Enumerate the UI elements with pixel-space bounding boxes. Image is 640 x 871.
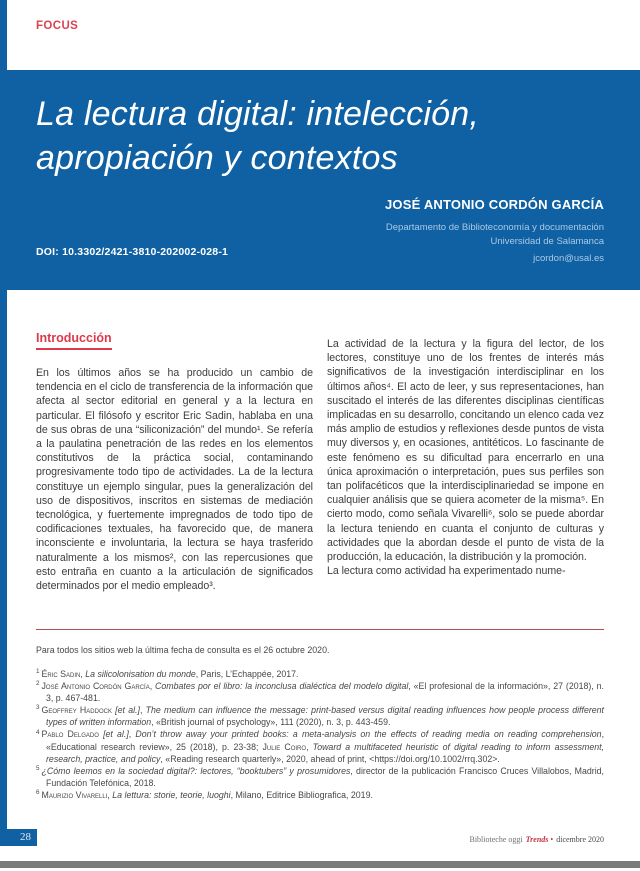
journal-accent: Trends [525, 835, 549, 844]
author-block [385, 197, 604, 266]
footnote-text-segment: , [139, 705, 146, 716]
body-paragraph: La lectura como actividad ha experimentado nume- [327, 565, 566, 578]
footnote-text-segment: Combates por el libro: la inconclusa dialéctica del modelo digital [155, 681, 409, 692]
footnote-text-segment: Éric Sadin [41, 669, 81, 679]
footnote-divider [36, 629, 604, 630]
footnote-text-segment: Don’t throw away your printed books: a meta-analysis on the effects of reading media on reading comprehension [135, 729, 602, 740]
footnote-text-segment: , «Reading research quarterly», 2020, ahead of print, <https://doi.org/10.1002/rrq.302>. [160, 753, 500, 764]
footnote-text-segment: [et al.] [111, 705, 140, 716]
footnote-text-segment: Julie Coiro [262, 741, 307, 752]
footnote-item [36, 789, 604, 801]
doi-label: DOI: 10.3302/2421-3810-202002-028-1 [36, 246, 229, 258]
footnote-number: 3 [36, 704, 40, 712]
article-title-line1: La lectura digital: intelección, [36, 95, 479, 133]
journal-footer [469, 835, 604, 844]
journal-name: Biblioteche oggi [469, 835, 523, 844]
footnote-item [36, 728, 604, 764]
footnote-text-segment: , [80, 669, 86, 679]
footnote-number: 2 [36, 680, 40, 688]
footnote-text-segment: Toward a multifaceted heuristic of digital reading to inform assessment, research, practice, and policy [46, 741, 604, 764]
footnote-list [36, 668, 604, 801]
page-number-badge: 28 [0, 829, 37, 846]
footnote-number: 6 [36, 789, 40, 797]
title-band [0, 70, 640, 290]
footnote-text-segment: , [128, 729, 136, 740]
footer-issue: dicembre 2020 [556, 835, 604, 844]
footnote-text-segment: La lettura: storie, teorie, luoghi [112, 789, 231, 800]
footer-separator: • [550, 835, 554, 844]
footnote-item [36, 704, 604, 728]
footnote-number: 1 [36, 668, 40, 676]
footnote-text-segment: Geoffrey Haddock [41, 705, 112, 716]
footnote-text-segment: , Milano, Editrice Bibliografica, 2019. [230, 789, 373, 800]
footnote-text-segment: , «British journal of psychology», 111 (2020), n. 3, p. 443-459. [151, 717, 391, 728]
footnote-area [36, 644, 604, 801]
article-title [36, 92, 479, 180]
footnote-text-segment: , director de la publicación Francisco Cruces Villalobos, Madrid, Fundación Telefónica, 2018. [46, 765, 604, 788]
author-email: jcordon@usal.es [533, 253, 604, 264]
section-heading: Introducción [36, 331, 112, 350]
article-title-line2: apropiación y contextos [36, 139, 398, 177]
body-paragraph: La actividad de la lectura y la figura del lector, de los lectores, constituye uno de los frentes de interés más significativos de la investigación interdisciplinar en los últimos años⁴. El acto de leer, y sus representaciones, han suscitado el interés de las diferentes disciplinas científicas implicadas en su desarrollo, concitando un elenco cada vez más amplio de estudios y reflexiones desde puntos de vista muy diversos y, en ocasiones, antitéticos. Lo fascinante de este fenómeno es su dificultad para encerrarlo en una única aproximación o interpretación, pues sus perfiles son tan polifacéticos que la interdisciplinariedad se impone en cualquier análisis que se quiera acometer de la misma⁵. En cierto modo, como señala Vivarelli⁶, solo se puede abordar la lectura teniendo en cuanta el conjunto de culturas y actividades que la abordan desde el punto de vista de la producción, la educación, la distribución y la promoción. [327, 338, 604, 564]
footnote-number: 5 [36, 764, 40, 772]
footnote-text-segment: Maurizio Vivarelli [41, 789, 108, 800]
footnote-text-segment: , «Educational research review», 25 (2018), p. 23-38; [46, 729, 605, 752]
footnote-text-segment: The medium can influence the message: print-based versus digital reading influences how people process different types of written information [46, 705, 605, 728]
body-paragraph: En los últimos años se ha producido un cambio de tendencia en el ciclo de transferencia de la información que afecta al sector editorial en general y a la lectura en particular. El filósofo y escritor Eric Sadin, hablaba en una de sus obras de una “siliconización” del mundo¹. Se refería a la paulatina penetración de las redes en los elementos constitutivos de la práctica social, contaminando progresivamente todo tipo de actividades. La de la lectura constituye un ejemplo singular, pues la generalización del uso de dispositivos, inscritos en sistemas de mediación tecnológica, y fuertemente impregnados de todo tipo de codificaciones textuales, ha favorecido que, de manera inconsciente e involuntaria, la lectura se haya trasferido naturalmente a los mismos², con las repercusiones que esto entraña en cuanto a la articulación de significados determinados por el medio empleado³. [36, 367, 313, 593]
footnote-text-segment: , Paris, L’Echappée, 2017. [195, 669, 299, 679]
right-column [327, 329, 604, 626]
consultation-note: Para todos los sitios web la última fecha de consulta es el 26 octubre 2020. [36, 645, 330, 655]
left-column [36, 329, 313, 626]
footnote-text-segment: La silicolonisation du monde [85, 669, 196, 679]
footnote-text-segment: , [149, 681, 156, 692]
footnote-text-segment: , [107, 789, 113, 800]
affiliation-department: Departamento de Biblioteconomía y documentación [385, 222, 604, 233]
footnote-text-segment: , «El profesional de la información», 27 (2018), n. 3, p. 467-481. [46, 681, 605, 704]
footnote-text-segment: José Antonio Cordón García [41, 681, 150, 692]
article-body [36, 329, 604, 626]
footnote-text-segment: Pablo Delgado [41, 729, 99, 740]
author-name: JOSÉ ANTONIO CORDÓN GARCÍA [385, 197, 604, 212]
bottom-page-edge [0, 861, 640, 868]
kicker-focus: FOCUS [36, 20, 79, 32]
footnote-text-segment: , [306, 741, 313, 752]
footnote-number: 4 [36, 728, 40, 736]
affiliation-university: Universidad de Salamanca [490, 235, 604, 247]
footnote-text-segment: [et al.] [98, 729, 129, 740]
footnote-item [36, 668, 604, 680]
footnote-item [36, 765, 604, 789]
footnote-item [36, 680, 604, 704]
footnote-text-segment: ¿Cómo leemos en la sociedad digital?: lectores, “booktubers” y prosumidores [41, 765, 351, 776]
